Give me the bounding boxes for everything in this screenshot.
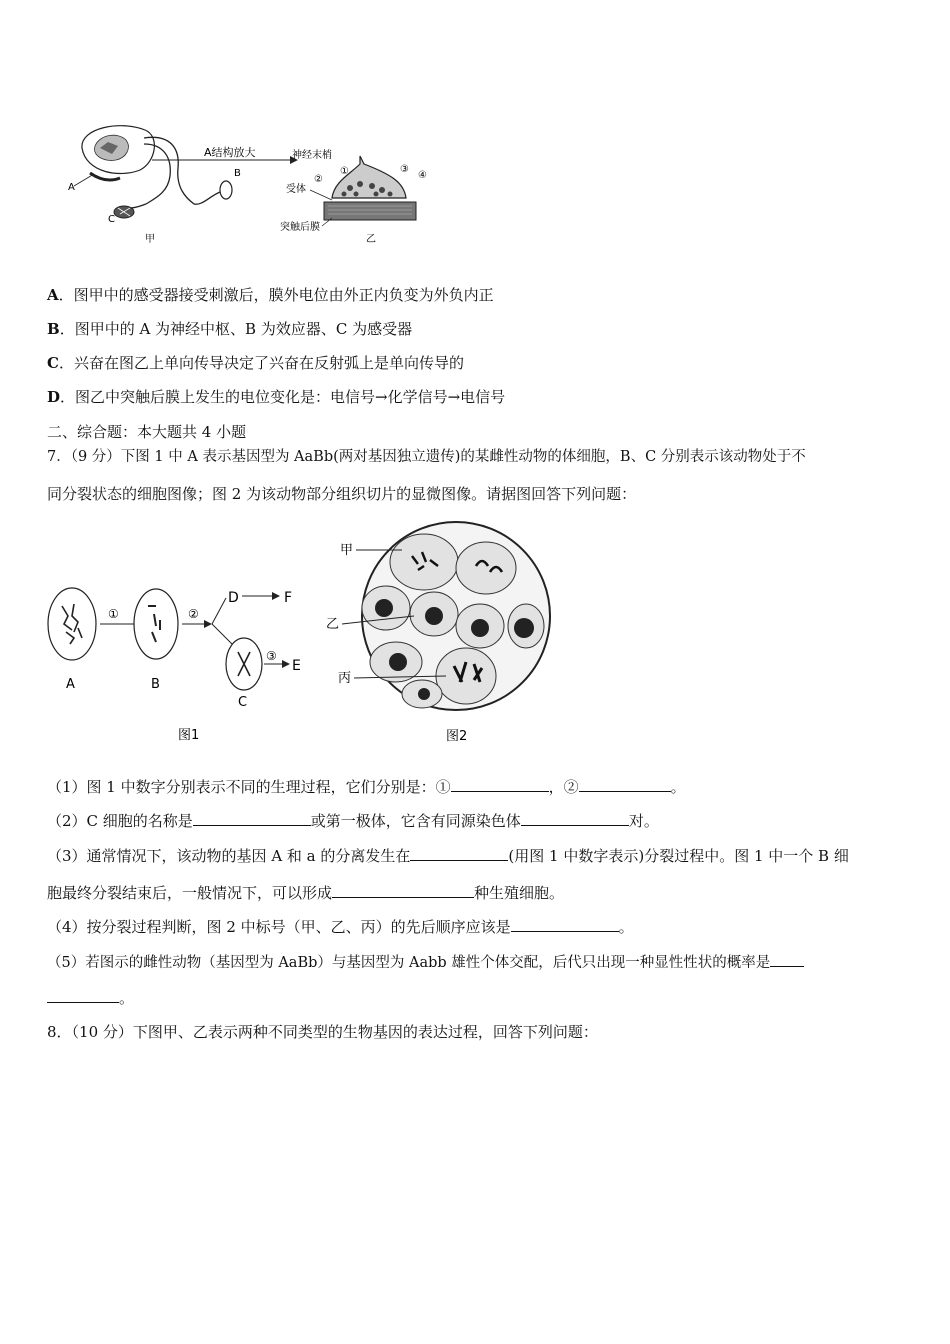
sub3-text-b: (用图 1 中数字表示)分裂过程中。图 1 中一个 B 细 — [508, 847, 849, 865]
figure-2 — [326, 516, 558, 748]
label-d: D — [228, 590, 239, 606]
label-bing: 丙 — [338, 671, 352, 686]
q7-sub3-line2 — [47, 883, 564, 903]
step-2: ② — [188, 607, 199, 621]
step-3: ③ — [266, 649, 277, 663]
num-3: ③ — [400, 164, 409, 175]
option-c-letter: C — [47, 354, 59, 372]
answer-blank-4[interactable] — [521, 811, 629, 826]
label-e: E — [292, 658, 301, 674]
spinal-cord-drawing — [82, 126, 232, 218]
num-4: ④ — [418, 170, 427, 181]
option-d — [47, 387, 505, 407]
answer-blank-2[interactable] — [579, 777, 671, 792]
caption-jia: 甲 — [145, 234, 155, 245]
option-b — [47, 319, 412, 339]
option-b-letter: B — [47, 320, 60, 338]
label-terminal: 神经末梢 — [292, 150, 332, 161]
sub3-text-d: 种生殖细胞。 — [474, 884, 565, 902]
answer-blank-7[interactable] — [511, 917, 619, 932]
cell-a — [48, 588, 96, 660]
q7-sub3-line1 — [47, 846, 849, 866]
q8-line1: 8．（10 分）下图甲、乙表示两种不同类型的生物基因的表达过程，回答下列问题： — [47, 1023, 598, 1041]
q7-sub5-line1 — [47, 952, 804, 973]
option-d-text: ．图乙中突触后膜上发生的电位变化是：电信号→化学信号→电信号 — [60, 388, 506, 406]
fig2-caption: 图2 — [446, 729, 468, 744]
sub5-text-b: 。 — [119, 989, 135, 1007]
figure-1 — [44, 584, 324, 746]
sub2-text-b: 或第一极体，它含有同源染色体 — [310, 812, 521, 830]
sub1-text-c: 。 — [670, 778, 686, 796]
sub2-text-a: （2）C 细胞的名称是 — [47, 812, 193, 830]
sub2-text-c: 对。 — [628, 812, 659, 830]
label-receptor: 受体 — [286, 184, 306, 195]
label-yi: 乙 — [326, 617, 340, 632]
label-f: F — [284, 590, 293, 606]
marker-c: C — [108, 214, 115, 225]
sub3-text-a: （3）通常情况下，该动物的基因 A 和 a 的分离发生在 — [47, 847, 411, 865]
sub5-text-a: （5）若图示的雌性动物（基因型为 AaBb）与基因型为 Aabb 雄性个体交配，后代只出现一种显性性状的概率是 — [47, 955, 771, 971]
answer-blank-5[interactable] — [410, 846, 508, 861]
arrow-label: A结构放大 — [204, 146, 256, 159]
reflex-arc-figure — [60, 118, 440, 250]
num-1: ① — [340, 166, 349, 177]
answer-blank-3[interactable] — [193, 811, 311, 826]
sub4-text-b: 。 — [618, 918, 634, 936]
section-heading: 二、综合题：本大题共 4 小题 — [47, 423, 247, 441]
answer-blank-8a[interactable] — [770, 952, 804, 967]
answer-blank-8b[interactable] — [47, 988, 119, 1003]
sub1-text-a: （1）图 1 中数字分别表示不同的生理过程，它们分别是：① — [47, 778, 451, 796]
q7-sub2 — [47, 811, 659, 831]
num-2: ② — [314, 174, 323, 185]
marker-b: B — [234, 168, 241, 179]
answer-blank-1[interactable] — [451, 777, 549, 792]
q7-sub1 — [47, 777, 686, 797]
sub4-text-a: （4）按分裂过程判断，图 2 中标号（甲、乙、丙）的先后顺序应该是 — [47, 918, 511, 936]
label-postsynaptic: 突触后膜 — [280, 222, 320, 233]
q7-line1: 7．（9 分）下图 1 中 A 表示基因型为 AaBb(两对基因独立遗传)的某雌性动物的体细胞，B、C 分别表示该动物处于不 — [47, 449, 806, 465]
marker-a: A — [68, 182, 75, 193]
cell-a-label: A — [66, 677, 75, 692]
q7-line2: 同分裂状态的细胞图像；图 2 为该动物部分组织切片的显微图像。请据图回答下列问题： — [47, 485, 637, 503]
sub3-text-c: 胞最终分裂结束后，一般情况下，可以形成 — [47, 884, 333, 902]
option-a-text: ．图甲中的感受器接受刺激后，膜外电位由外正内负变为外负内正 — [58, 286, 494, 304]
option-b-text: ．图甲中的 A 为神经中枢、B 为效应器、C 为感受器 — [59, 320, 413, 338]
option-c-text: ．兴奋在图乙上单向传导决定了兴奋在反射弧上是单向传导的 — [58, 354, 464, 372]
cell-b-label: B — [151, 677, 160, 692]
q7-sub5-line2 — [47, 988, 134, 1008]
caption-yi: 乙 — [366, 234, 376, 245]
option-a — [47, 285, 494, 305]
sub1-text-b: ，② — [548, 778, 579, 796]
option-c — [47, 353, 464, 373]
fig1-caption: 图1 — [178, 728, 200, 743]
label-jia: 甲 — [340, 543, 354, 558]
step-1: ① — [108, 607, 119, 621]
q7-sub4 — [47, 917, 634, 937]
option-d-letter: D — [47, 388, 61, 406]
option-a-letter: A — [47, 286, 59, 304]
cell-c-label: C — [238, 695, 248, 710]
answer-blank-6[interactable] — [332, 883, 474, 898]
